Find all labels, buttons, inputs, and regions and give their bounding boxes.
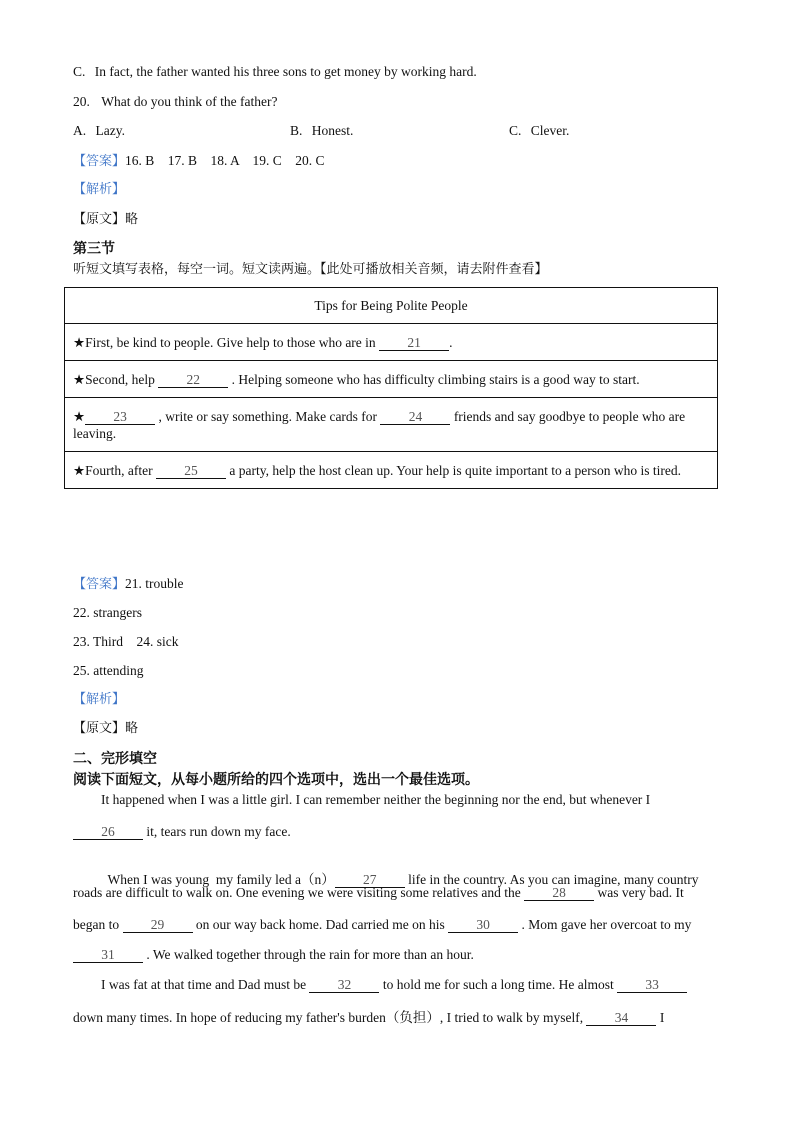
table-row xyxy=(65,398,718,452)
blank-23: 23 xyxy=(85,409,155,425)
option-text: Honest. xyxy=(311,123,354,138)
answer-line-2 xyxy=(73,575,184,594)
option-letter: C. xyxy=(73,64,86,79)
passage-text: life in the country. As you can imagine, many country xyxy=(404,872,699,887)
answer-tag: 【答案】 xyxy=(73,154,126,169)
option-letter: C. xyxy=(509,123,522,138)
q20-option-c xyxy=(509,122,569,140)
blank-28: 28 xyxy=(524,885,594,901)
row-text: . xyxy=(449,334,453,350)
table-title: Tips for Being Polite People xyxy=(65,288,718,324)
answer-line-1 xyxy=(73,152,325,171)
passage-line xyxy=(73,916,691,934)
answer-tag: 【答案】 xyxy=(73,577,126,592)
passage-text: I was fat at that time and Dad must be xyxy=(101,977,310,992)
passage-text: it, tears run down my face. xyxy=(143,824,291,839)
passage-text: began to xyxy=(73,917,123,932)
row-text: a party, help the host clean up. Your help is quite important to a person who is tired. xyxy=(225,462,682,478)
blank-29: 29 xyxy=(123,917,193,933)
passage-text: . Mom gave her overcoat to my xyxy=(518,917,692,932)
blank-26: 26 xyxy=(73,824,143,840)
row-text: friends and say goodbye to people who are leaving. xyxy=(73,408,686,441)
answer-text: 25. attending xyxy=(73,663,144,678)
row-text: ★First, be kind to people. Give help to those who are in xyxy=(73,334,380,350)
option-letter: B. xyxy=(290,123,303,138)
passage-line xyxy=(73,946,474,964)
part-heading: 二、完形填空 xyxy=(73,751,157,767)
analysis-tag-1: 【解析】 xyxy=(73,182,126,197)
table-row xyxy=(65,452,718,489)
section-instruction: 听短文填写表格，每空一词。短文读两遍。【此处可播放相关音频，请去附件查看】 xyxy=(73,262,548,277)
answer-text: 23. Third 24. sick xyxy=(73,634,179,649)
passage-text: to hold me for such a long time. He almost xyxy=(379,977,618,992)
blank-22: 22 xyxy=(158,372,228,388)
option-text: Lazy. xyxy=(95,123,125,138)
blank-34: 34 xyxy=(586,1010,656,1026)
tips-table xyxy=(64,287,718,489)
q20-option-b xyxy=(290,122,353,140)
passage-text: I xyxy=(656,1010,665,1025)
passage-line: It happened when I was a little girl. I can remember neither the beginning nor the end, but whenever I xyxy=(101,792,651,807)
row-text: ★Second, help xyxy=(73,371,159,387)
original-text-1: 【原文】略 xyxy=(73,212,139,227)
blank-31: 31 xyxy=(73,947,143,963)
q19-option-c xyxy=(73,63,477,81)
part-instruction: 阅读下面短文，从每小题所给的四个选项中，选出一个最佳选项。 xyxy=(73,772,479,788)
blank-25: 25 xyxy=(156,463,226,479)
question-stem: What do you think of the father? xyxy=(101,94,278,109)
blank-27: 27 xyxy=(335,872,405,888)
passage-line xyxy=(73,884,684,902)
blank-21: 21 xyxy=(379,335,449,351)
passage-text: roads are difficult to walk on. One evening we were visiting some relatives and the xyxy=(73,885,525,900)
row-text: ★ xyxy=(73,408,86,424)
passage-text: down many times. In hope of reducing my father's burden（负担）, I tried to walk by myself, xyxy=(73,1010,587,1025)
passage-text: was very bad. It xyxy=(594,885,684,900)
passage-text: When I was young my family led a（n） xyxy=(107,872,335,887)
blank-32: 32 xyxy=(309,977,379,993)
passage-line xyxy=(101,976,687,994)
passage-line xyxy=(73,1009,664,1027)
q20-option-a xyxy=(73,122,125,140)
blank-30: 30 xyxy=(448,917,518,933)
blank-24: 24 xyxy=(380,409,450,425)
question-number: 20. xyxy=(73,94,90,109)
passage-text: . We walked together through the rain for more than an hour. xyxy=(143,947,474,962)
option-text: Clever. xyxy=(530,123,570,138)
answer-text: 21. trouble xyxy=(125,576,184,591)
original-text-2: 【原文】略 xyxy=(73,721,139,736)
row-text: ★Fourth, after xyxy=(73,462,156,478)
blank-33: 33 xyxy=(617,977,687,993)
section-heading: 第三节 xyxy=(73,241,115,257)
option-letter: A. xyxy=(73,123,87,138)
answer-text: 22. strangers xyxy=(73,605,142,620)
row-text: , write or say something. Make cards for xyxy=(155,408,381,424)
analysis-tag-2: 【解析】 xyxy=(73,692,126,707)
table-row xyxy=(65,361,718,398)
passage-text: on our way back home. Dad carried me on his xyxy=(192,917,449,932)
option-text: In fact, the father wanted his three sons to get money by working hard. xyxy=(94,64,477,79)
answer-text: 16. B 17. B 18. A 19. C 20. C xyxy=(125,153,325,168)
passage-line xyxy=(73,823,291,841)
row-text: . Helping someone who has difficulty climbing stairs is a good way to start. xyxy=(228,371,640,387)
table-row xyxy=(65,324,718,361)
question-20 xyxy=(73,93,277,111)
